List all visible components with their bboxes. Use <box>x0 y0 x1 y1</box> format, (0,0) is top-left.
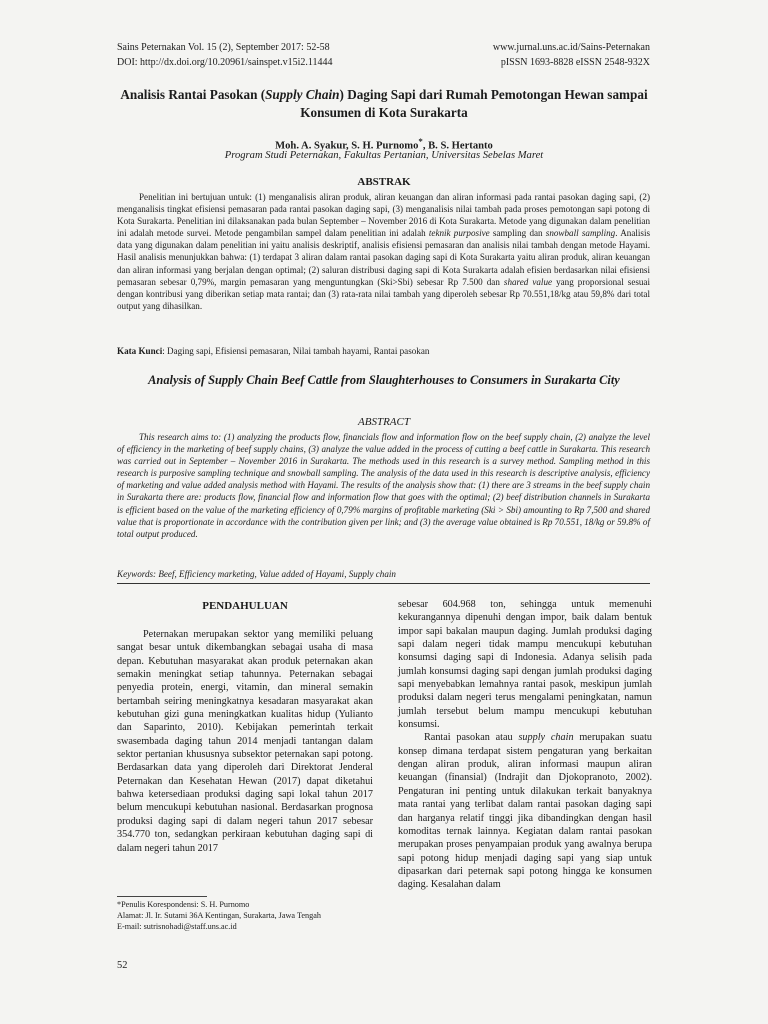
header-right <box>493 40 650 70</box>
doi-link[interactable]: DOI: http://dx.doi.org/10.20961/sainspet.v15i2.11444 <box>117 57 333 68</box>
journal-citation: Sains Peternakan Vol. 15 (2), September 2017: 52-58 <box>117 42 330 53</box>
paper-title <box>100 86 668 122</box>
divider <box>117 583 650 584</box>
keywords: Keywords: Beef, Efficiency marketing, Value added of Hayami, Supply chain <box>117 569 396 579</box>
paragraph: sebesar 604.968 ton, sehingga untuk memenuhi kekurangannya dipenuhi dengan impor, baik dalam bentuk impor sapi bakalan maupun daging. Jumlah produksi daging sapi dalam negeri tidak mampu mencukupi kebutuhan konsumsi daging sapi di Indonesia. Adanya selisih pada jumlah konsumsi daging sapi dengan jumlah produksi daging sapi menyebabkan lemahnya rantai pasok, meskipun jumlah produksi dalam negeri terus mengalami peningkatan, namun jumlah tersebut belum mampu mencukupi kebutuhan konsumsi. <box>398 599 652 731</box>
footnote-address: Alamat: Jl. Ir. Sutami 36A Kentingan, Surakarta, Jawa Tengah <box>117 911 321 920</box>
abstrak-body <box>117 191 650 312</box>
title-part: ) Daging Sapi dari Rumah Pemotongan Hewan sampai Konsumen di Kota Surakarta <box>300 87 648 120</box>
text-run: Penelitian ini bertujuan untuk: (1) menganalisis aliran produk, aliran keuangan dan aliran informasi pada rantai pasokan daging sapi, (2) menganalisis tingkat efisiensi pemasaran pada rantai pasokan daging sapi, (3) menganalisis nilai tambah pada proses pemotongan sapi potong di Kota Surakarta. Penelitian ini dilaksanakan pada bulan September – November 2016 di Kota Surakarta. Metode yang digunakan dalam penelitian ini adalah metode survei. Metode pengambilan sampel dalam penelitian ini adalah <box>117 192 650 239</box>
page-number: 52 <box>117 960 128 971</box>
header-left <box>117 40 333 70</box>
text-run-italic: snowball sampling <box>545 228 616 239</box>
abstract-text: This research aims to: (1) analyzing the products flow, financials flow and information flow on the beef supply chain, (2) analyze the level of efficiency in the marketing of beef supply chains, (3) analyze the value added in the process of cutting a beef cattle in Surakarta. This research was carried out in September – November 2016 in Surakarta. The methods used in this research is a survey method. Sampling method in this research is purposive sampling technique and snowball sampling. The analysis of the data used in this research is descriptive analysis, efficiency of marketing and value added analysis method with Hayami. The results of the analysis show that: (1) there are 3 streams in the beef supply chain in Surakarta there are: products flow, financial flow and information flow that goes with the optimal; (2) beef distribution channels in Surakarta is efficient based on the value of the marketing efficiency of 0,79% margins of profitable marketing (Ski > Sbi) amounting to Rp 7,500 and shared value that is proportionate in accordance with the contribution given per link; and (3) the average value obtained is Rp 70.551, 18/kg or 59.8% of total output produced. <box>117 432 650 539</box>
title-italic: Supply Chain <box>265 87 340 102</box>
text-run-italic: supply chain <box>518 732 574 744</box>
text-run-italic: shared value <box>503 276 553 287</box>
kata-kunci-label: Kata Kunci <box>117 346 163 356</box>
right-column <box>398 598 652 892</box>
text-run: sampling dan <box>489 228 546 239</box>
text-run: merupakan suatu konsep dimana terdapat sistem pengaturan yang berkaitan dengan aliran produk, aliran informasi maupun aliran keuangan (finansial) (Indrajit dan Djokopranoto, 2002). Pengaturan ini penting untuk dilakukan terkait banyaknya mata rantai yang terlibat dalam rantai pasokan daging sapi dan harganya relatif tinggi jika dibandingkan dengan hasil komoditas ternak lainnya. Kegiatan dalam rantai pasokan merupakan proses penyampaian produk yang awalnya berupa sapi potong hidup menjadi daging sapi yang siap untuk dipasarkan dari peternak sapi potong hingga ke konsumen daging. Kesalahan dalam <box>398 732 652 891</box>
abstract-heading: ABSTRACT <box>358 416 410 428</box>
issn: pISSN 1693-8828 eISSN 2548-932X <box>500 57 650 68</box>
author-names: , B. S. Hertanto <box>422 140 493 152</box>
english-title: Analysis of Supply Chain Beef Cattle from Slaughterhouses to Consumers in Surakarta City <box>148 373 620 387</box>
journal-url[interactable]: www.jurnal.uns.ac.id/Sains-Peternakan <box>492 42 650 53</box>
text-run: . Analisis data yang digunakan dalam penelitian ini yaitu analisis deskriptif, analisis efisiensi pemasaran dan analisis nilai tambah dengan metode Hayami. Hasil analisis menunjukkan bahwa: (1) terdapat 3 aliran dalam rantai pasokan daging sapi di Kota Surakarta yaitu aliran produk, aliran keuangan dan aliran informasi yang berjalan dengan optimal; (2) saluran distribusi daging sapi di Kota Surakarta adalah efisien berdasarkan nilai efisiensi pemasaran sebesar 0,79%, margin pemasaran yang menguntungkan (Ski>Sbi) sebesar Rp 7.500 dan <box>117 228 651 287</box>
footnote <box>117 899 373 932</box>
abstract-body <box>117 431 650 540</box>
text-run: Rantai pasokan atau <box>424 732 519 744</box>
text-run: yang proporsional sesuai dengan kontribusi yang diberikan setiap mata rantai; dan (3) rata-rata nilai tambah yang diperoleh sebesar Rp 70.551,18/kg atau 59,8% dari total output yang dihasilkan. <box>117 276 650 311</box>
footnote-email[interactable]: E-mail: sutrisnohadi@staff.uns.ac.id <box>117 922 237 931</box>
author-names: Moh. A. Syakur, S. H. Purnomo <box>275 140 419 152</box>
text-run-italic: teknik purposive <box>428 228 490 239</box>
section-heading: PENDAHULUAN <box>202 600 288 612</box>
title-part: Analisis Rantai Pasokan ( <box>120 87 266 102</box>
paragraph: Peternakan merupakan sektor yang memiliki peluang sangat besar untuk dikembangkan sebagai usaha di masa depan. Kebutuhan masyarakat akan produk peternakan akan semakin meningkat setiap tahunnya. Peternakan sebagai penyedia protein, energi, vitamin, dan mineral semakin bertambah seiring meningkatnya kesadaran masyarakat akan kebutuhan gizi guna meningkatkan kualitas hidup (Yulianto dan Saparinto, 2010). Kebijakan pemerintah terkait swasembada daging tahun 2014 menjadi tantangan dalam sektor pertanian khususnya subsektor peternakan sapi potong. Berdasarkan data yang diperoleh dari Direktorat Jenderal Peternakan dan Kesehatan Hewan (2017) dapat diketahui bahwa ketersediaan produksi daging sapi lokal tahun 2017 belum mencukupi kebutuhan nasional. Berdasarkan prognosa produksi daging sapi di dalam negeri tahun 2017 sebesar 354.770 ton, sedangkan perkiraan kebutuhan daging sapi di dalam negeri tahun 2017 <box>117 629 373 854</box>
paragraph <box>398 731 652 891</box>
affiliation: Program Studi Peternakan, Fakultas Pertanian, Universitas Sebelas Maret <box>224 150 544 161</box>
footnote-divider <box>117 896 207 897</box>
kata-kunci-text: : Daging sapi, Efisiensi pemasaran, Nilai tambah hayami, Rantai pasokan <box>162 346 430 356</box>
abstrak-heading: ABSTRAK <box>357 176 411 188</box>
footnote-corresponding: *Penulis Korespondensi: S. H. Purnomo <box>117 900 250 909</box>
kata-kunci <box>117 346 650 356</box>
corresponding-mark: * <box>418 136 423 146</box>
left-column <box>117 628 373 855</box>
